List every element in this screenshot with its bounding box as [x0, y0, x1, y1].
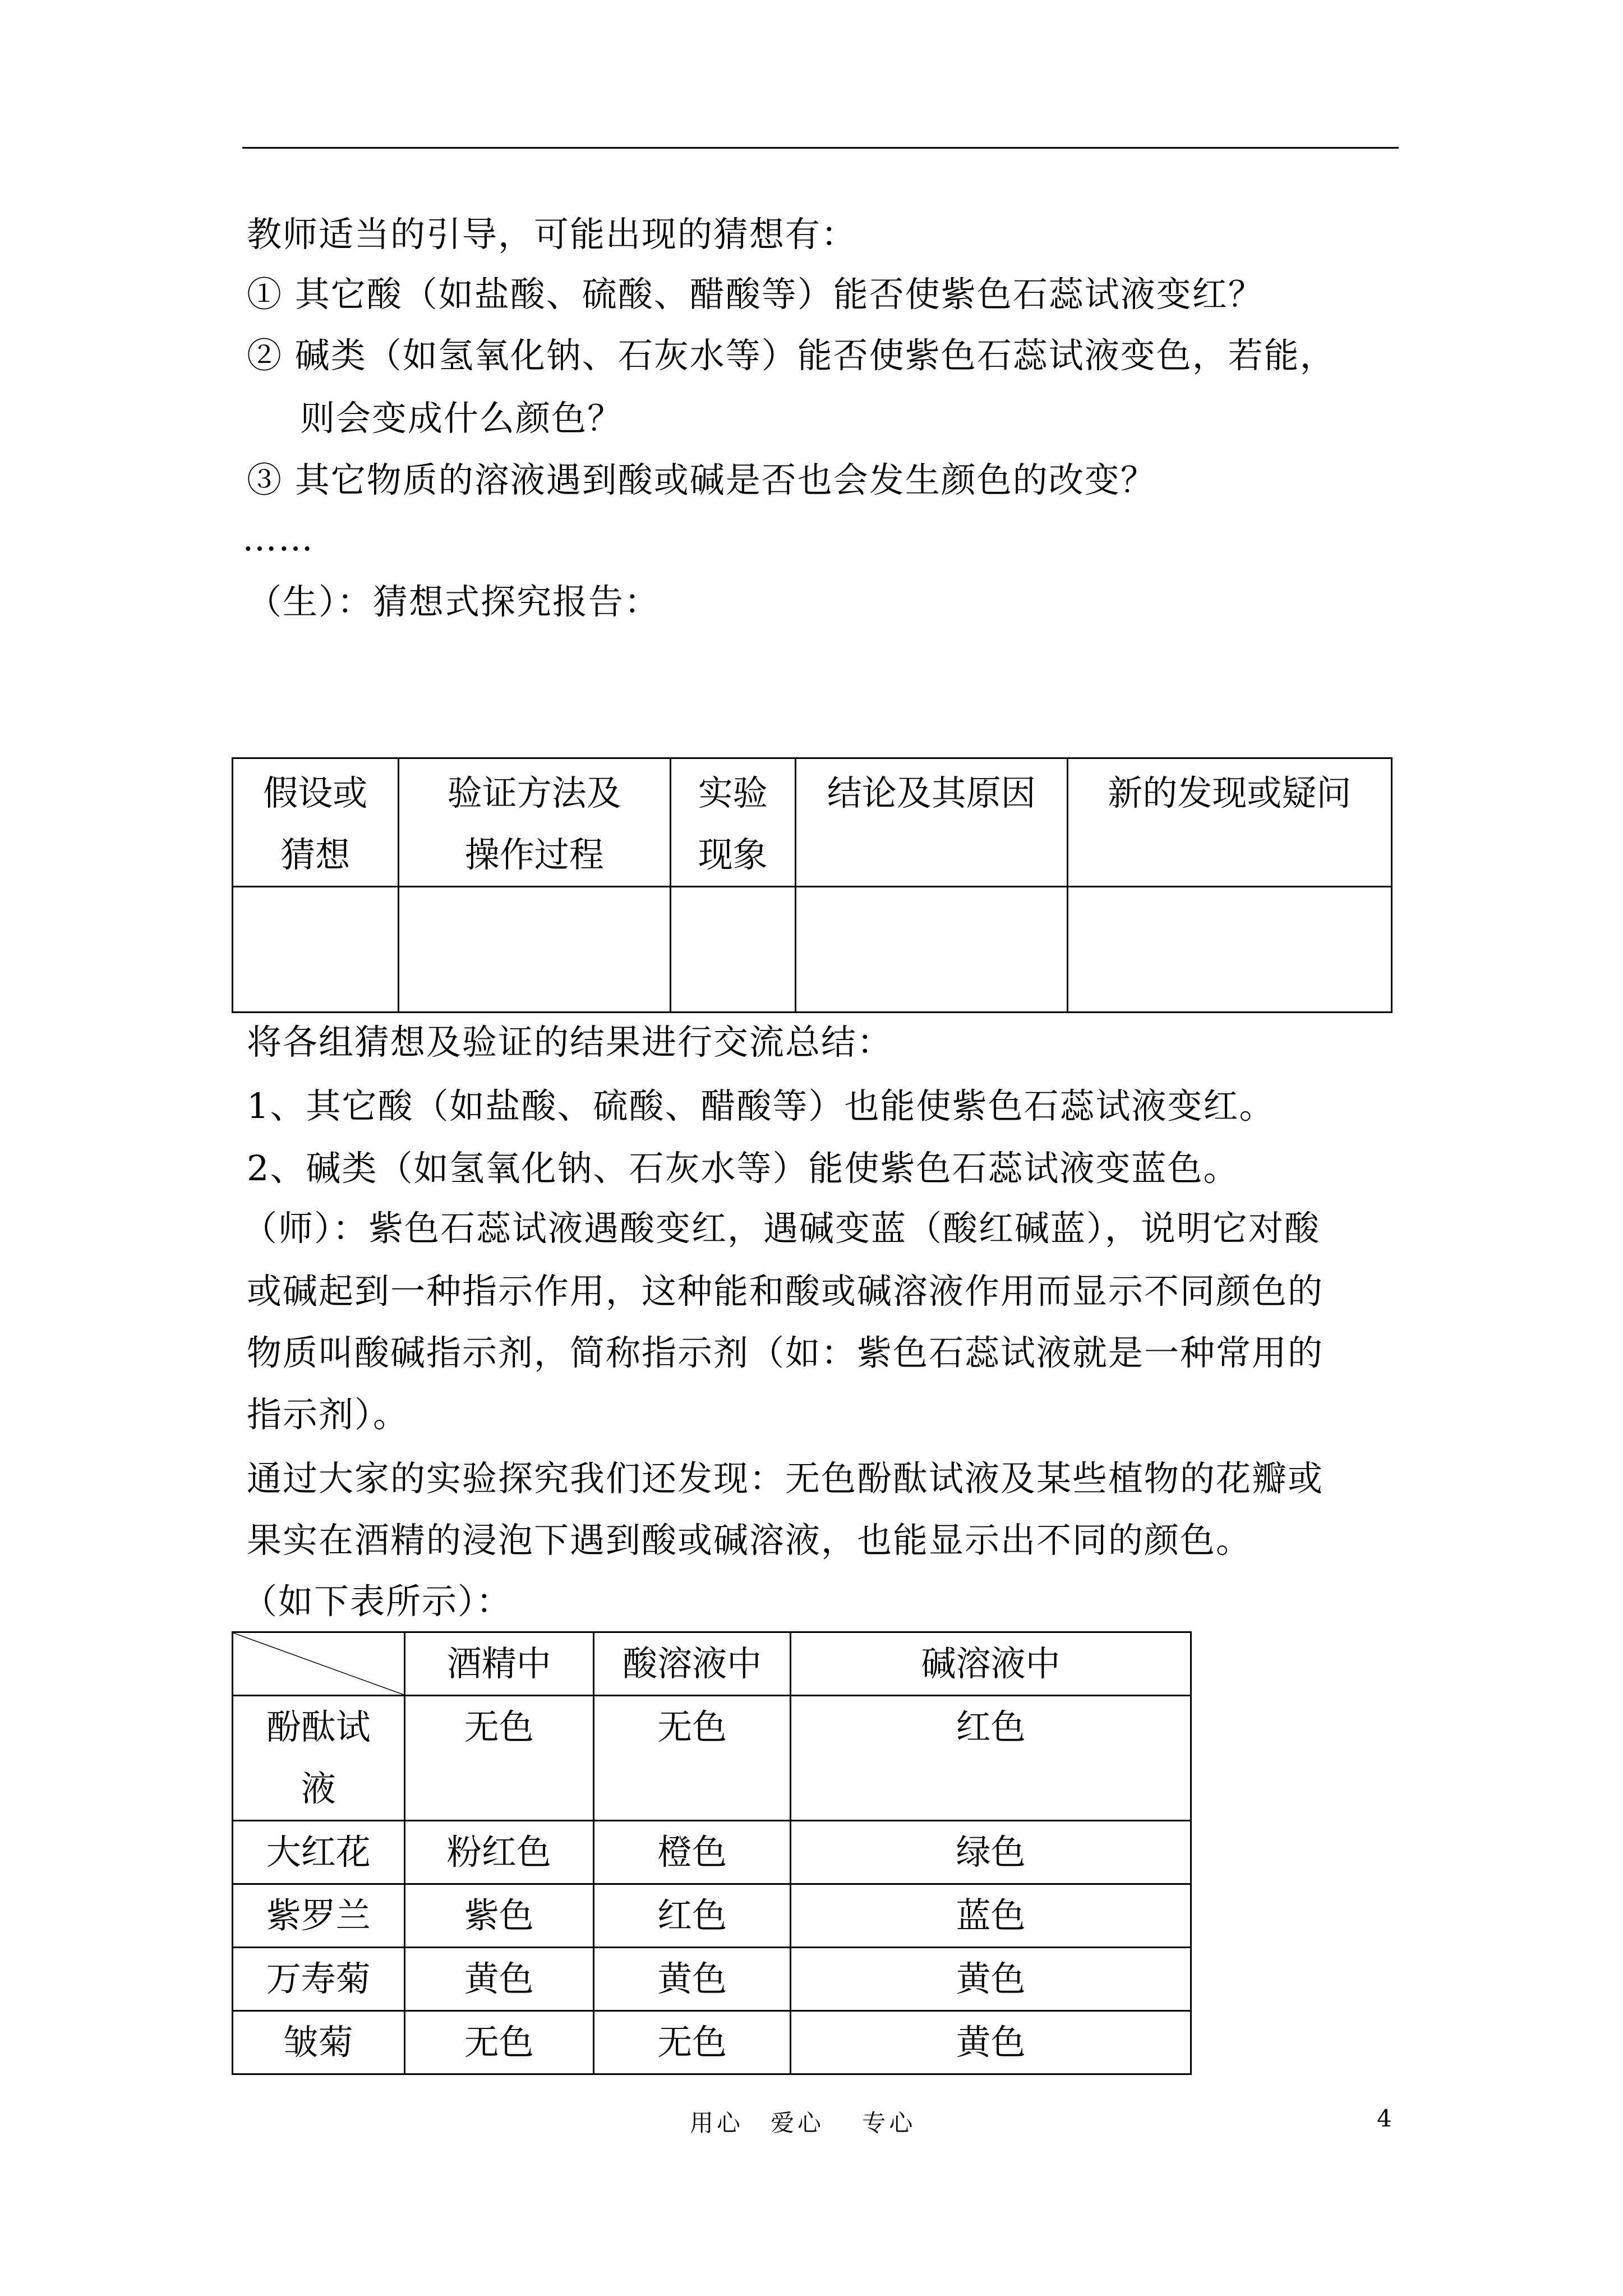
table-cell: 黄色	[791, 1948, 1191, 2011]
table-cell: 无色	[593, 2011, 790, 2074]
teacher-paragraph-4: 指示剂）。	[247, 1394, 409, 1435]
intro-line: 教师适当的引导，可能出现的猜想有：	[247, 214, 857, 255]
column-header: 酸溶液中	[593, 1632, 790, 1696]
table-cell: 紫色	[404, 1884, 593, 1948]
hypothesis-2-cont: 则会变成什么颜色？	[300, 398, 624, 439]
table-cell: 橙色	[593, 1821, 790, 1884]
hypothesis-1: ① 其它酸（如盐酸、硫酸、醋酸等）能否使紫色石蕊试液变红？	[247, 274, 1264, 315]
diagonal-header-cell	[233, 1632, 405, 1696]
empty-cell	[670, 887, 795, 1013]
empty-cell	[1067, 887, 1391, 1013]
header-conclusion: 结论及其原因	[795, 758, 1067, 887]
teacher-paragraph-2: 或碱起到一种指示作用，这种能和酸或碱溶液作用而显示不同颜色的	[247, 1271, 1324, 1312]
table-cell: 无色	[404, 1696, 593, 1821]
table-row	[233, 887, 1392, 1013]
header-hypothesis: 假设或 猜想	[233, 758, 399, 887]
row-header: 紫罗兰	[233, 1884, 405, 1948]
empty-cell	[398, 887, 670, 1013]
page-number: 4	[1377, 2105, 1392, 2132]
teacher-paragraph-3: 物质叫酸碱指示剂，简称指示剂（如：紫色石蕊试液就是一种常用的	[247, 1332, 1324, 1373]
table-cell: 黄色	[404, 1948, 593, 2011]
hypothesis-2: ② 碱类（如氢氧化钠、石灰水等）能否使紫色石蕊试液变色，若能，	[247, 335, 1336, 376]
row-header: 大红花	[233, 1821, 405, 1884]
table-cell: 黄色	[791, 2011, 1191, 2074]
column-header: 碱溶液中	[791, 1632, 1191, 1696]
table-row	[233, 1821, 1191, 1884]
row-header: 酚酞试 液	[233, 1696, 405, 1821]
table-cell: 黄色	[593, 1948, 790, 2011]
table-cell: 无色	[593, 1696, 790, 1821]
ellipsis: ……	[242, 518, 314, 559]
header-findings: 新的发现或疑问	[1067, 758, 1391, 887]
table-caption: （如下表所示）：	[242, 1581, 513, 1622]
row-header: 皱菊	[233, 2011, 405, 2074]
table-cell: 粉红色	[404, 1821, 593, 1884]
column-header: 酒精中	[404, 1632, 593, 1696]
table-row	[233, 1884, 1191, 1948]
summary-2: 2、碱类（如氢氧化钠、石灰水等）能使紫色石蕊试液变蓝色。	[247, 1148, 1239, 1189]
table-cell: 蓝色	[791, 1884, 1191, 1948]
hypothesis-3: ③ 其它物质的溶液遇到酸或碱是否也会发生颜色的改变？	[247, 459, 1156, 500]
table-row	[233, 1632, 1191, 1696]
table-cell: 红色	[593, 1884, 790, 1948]
discovery-2: 果实在酒精的浸泡下遇到酸或碱溶液，也能显示出不同的颜色。	[247, 1520, 1252, 1561]
report-intro: （生）：猜想式探究报告：	[247, 581, 661, 622]
diagonal-line	[233, 1633, 404, 1695]
table-row	[233, 758, 1392, 887]
table-cell: 无色	[404, 2011, 593, 2074]
indicator-table	[232, 1631, 1192, 2075]
teacher-paragraph-1: （师）：紫色石蕊试液遇酸变红，遇碱变蓝（酸红碱蓝），说明它对酸	[242, 1208, 1321, 1249]
table-row	[233, 1948, 1191, 2011]
header-rule	[242, 147, 1399, 149]
report-table	[232, 757, 1393, 1013]
table-cell: 红色	[791, 1696, 1191, 1821]
discovery-1: 通过大家的实验探究我们还发现：无色酚酞试液及某些植物的花瓣或	[247, 1458, 1324, 1499]
footer-motto: 用心 爱心 专心	[690, 2109, 916, 2137]
empty-cell	[795, 887, 1067, 1013]
table-row	[233, 1696, 1191, 1821]
header-phenomenon: 实验 现象	[670, 758, 795, 887]
header-method: 验证方法及 操作过程	[398, 758, 670, 887]
table-row	[233, 2011, 1191, 2074]
empty-cell	[233, 887, 399, 1013]
summary-intro: 将各组猜想及验证的结果进行交流总结：	[247, 1022, 893, 1062]
table-cell: 绿色	[791, 1821, 1191, 1884]
row-header: 万寿菊	[233, 1948, 405, 2011]
summary-1: 1、其它酸（如盐酸、硫酸、醋酸等）也能使紫色石蕊试液变红。	[247, 1085, 1275, 1126]
